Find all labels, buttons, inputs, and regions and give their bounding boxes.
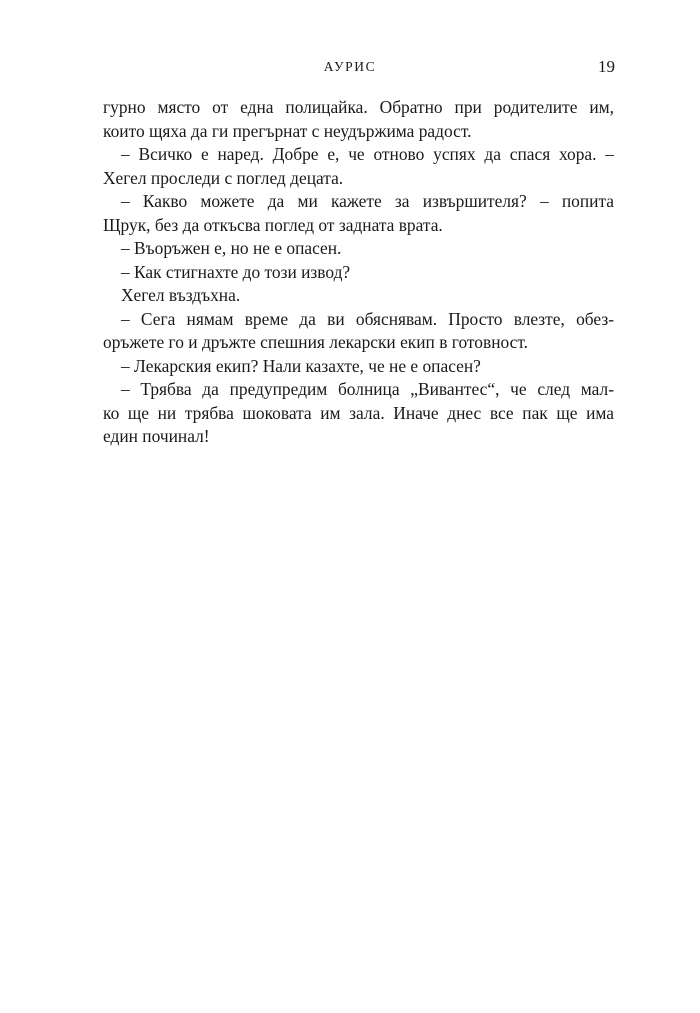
body-text	[103, 96, 614, 449]
text-line: – Как стигнахте до този извод?	[121, 261, 351, 282]
running-title: АУРИС	[323, 59, 377, 74]
running-head	[0, 57, 700, 77]
text-line: – Въоръжен е, но не е опасен.	[121, 238, 342, 258]
text-line: Щрук, без да откъсва поглед от задната врата.	[103, 214, 443, 235]
text-line: – Сега нямам време да ви обяснявам. Просто влезте, обез-	[121, 308, 614, 329]
text-line: Хегел проследи с поглед децата.	[103, 167, 344, 188]
text-line: – Лекарския екип? Нали казахте, че не е опасен?	[121, 355, 481, 376]
text-line: – Всичко е наред. Добре е, че отново успях да спася хора. –	[121, 144, 614, 164]
text-line: гурно място от една полицайка. Обратно при родителите им,	[103, 97, 614, 117]
text-line: Хегел въздъхна.	[121, 285, 241, 305]
text-line: ко ще ни трябва шоковата им зала. Иначе днес все пак ще има	[103, 402, 614, 423]
text-line: един починал!	[103, 426, 210, 446]
page-number: 19	[598, 57, 615, 76]
text-line: – Какво можете да ми кажете за извършителя? – попита	[121, 191, 614, 211]
text-line: оръжете го и дръжте спешния лекарски екип в готовност.	[103, 332, 529, 352]
text-line: които щяха да ги прегърнат с неудържима радост.	[103, 120, 472, 141]
text-line: – Трябва да предупредим болница „Вивантес“, че след мал-	[121, 379, 614, 399]
